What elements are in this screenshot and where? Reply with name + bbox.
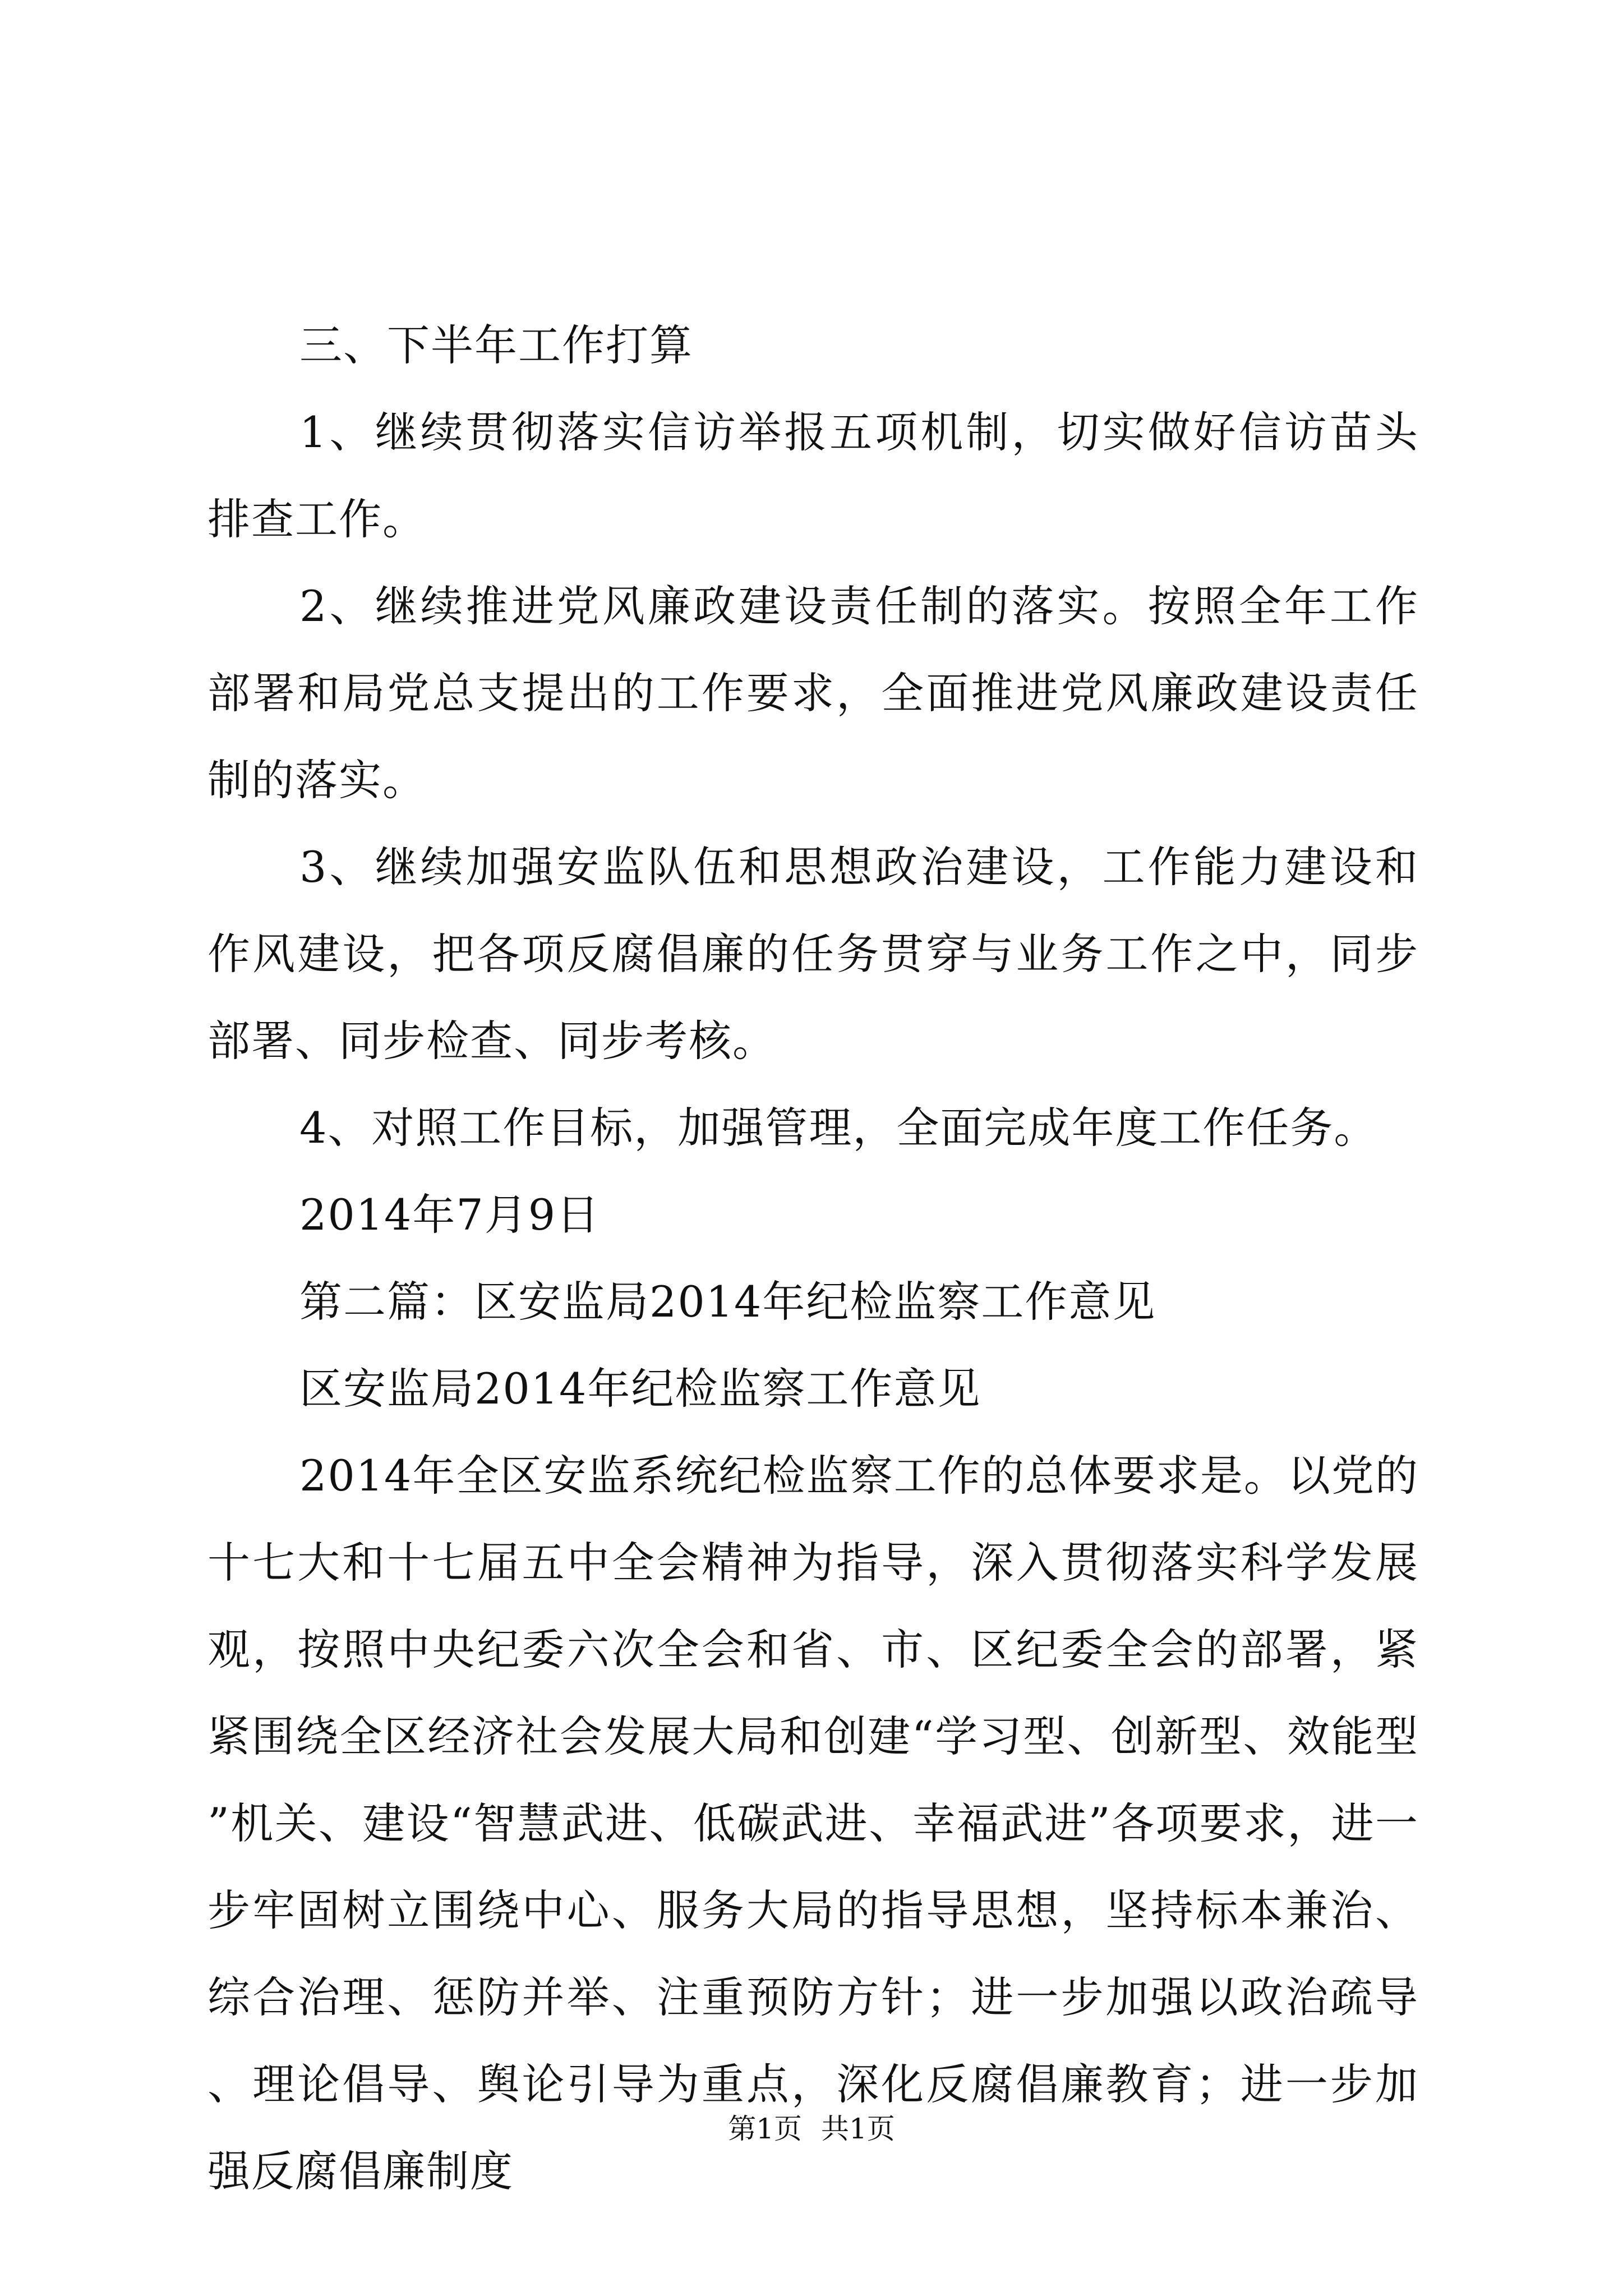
page-number: 第1页 [728,2113,802,2145]
paragraph-item-3: 3、继续加强安监队伍和思想政治建设，工作能力建设和作风建设，把各项反腐倡廉的任务贯穿与业务工作之中，同步部署、同步检查、同步考核。 [208,842,1419,1066]
paragraph-item-4: 4、对照工作目标，加强管理，全面完成年度工作任务。 [299,1103,1378,1153]
chapter-title: 第二篇：区安监局2014年纪检监察工作意见 [299,1277,1156,1327]
date-line: 2014年7月9日 [299,1190,601,1240]
page-footer [0,2109,1623,2148]
section-heading: 三、下半年工作打算 [299,320,693,370]
page-total: 共1页 [821,2113,895,2145]
paragraph-item-1: 1、继续贯彻落实信访举报五项机制，切实做好信访苗头排查工作。 [208,407,1419,544]
paragraph-item-2: 2、继续推进党风廉政建设责任制的落实。按照全年工作部署和局党总支提出的工作要求，全面推进党风廉政建设责任制的落实。 [208,581,1419,805]
document-title: 区安监局2014年纪检监察工作意见 [299,1364,981,1414]
document-body [208,302,1419,2215]
body-paragraph: 2014年全区安监系统纪检监察工作的总体要求是。以党的十七大和十七届五中全会精神为指导，深入贯彻落实科学发展观，按照中央纪委六次全会和省、市、区纪委全会的部署，紧紧围绕全区经济社会发展大局和创建“学习型、创新型、效能型”机关、建设“智慧武进、低碳武进、幸福武进”各项要求，进一步牢固树立围绕中心、服务大局的指导思想，坚持标本兼治、综合治理、惩防并举、注重预防方针；进一步加强以政治疏导、理论倡导、舆论引导为重点，深化反腐倡廉教育；进一步加强反腐倡廉制度 [208,1451,1419,2196]
